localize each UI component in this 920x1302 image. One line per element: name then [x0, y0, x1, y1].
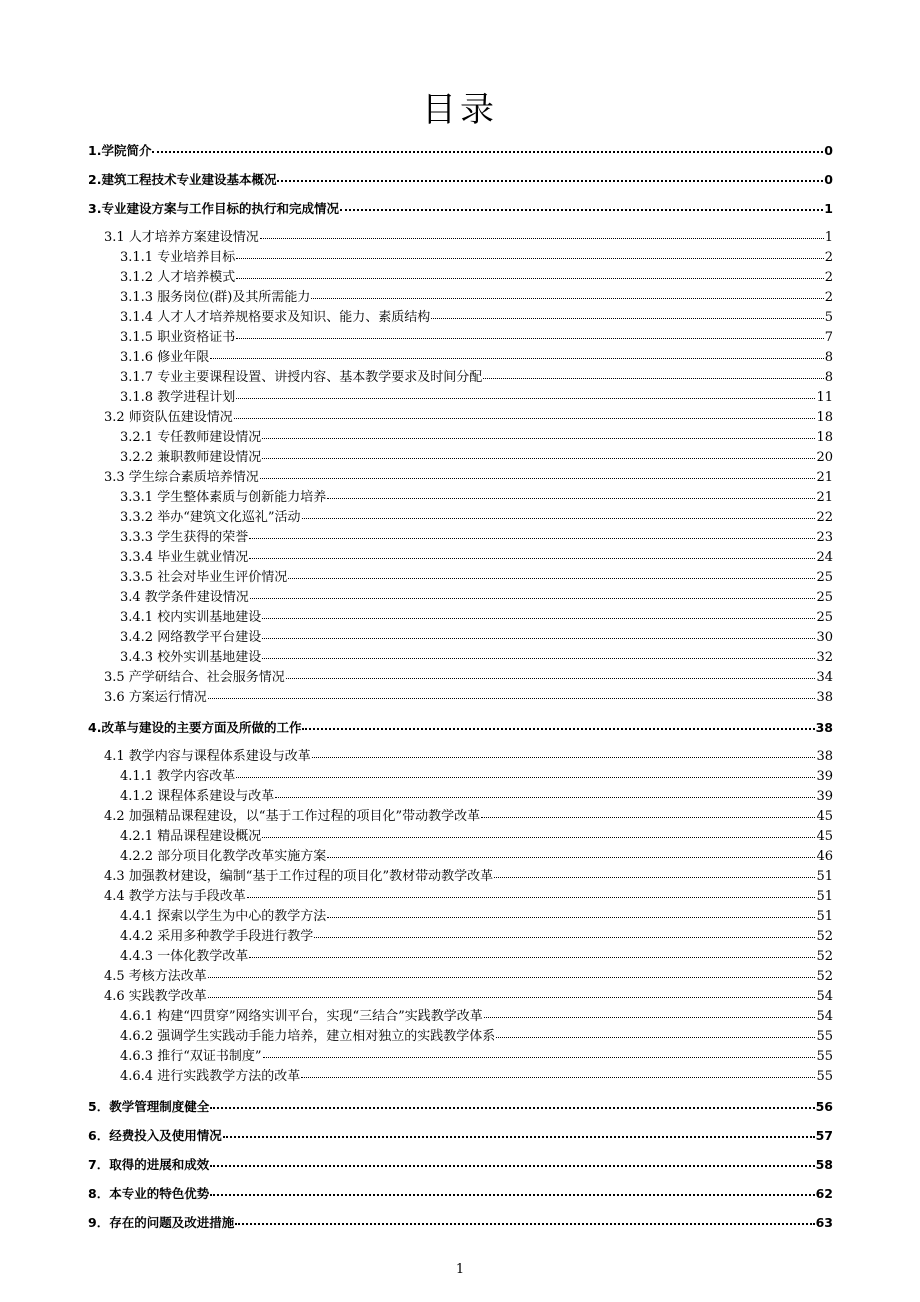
toc-entry-page: 2: [824, 270, 833, 285]
toc-entry[interactable]: [120, 348, 833, 368]
toc-leader-dots: [210, 1182, 814, 1196]
toc-entry-title: 2.建筑工程技术专业建设基本概况: [88, 172, 277, 187]
toc-entry[interactable]: [120, 947, 833, 967]
toc-entry-title: 3.2 师资队伍建设情况: [104, 410, 233, 425]
toc-leader-dots: [262, 646, 815, 659]
toc-entry-page: 51: [816, 889, 833, 904]
toc-leader-dots: [311, 286, 823, 299]
toc-leader-dots: [236, 765, 815, 778]
toc-entry-page: 38: [816, 690, 833, 705]
toc-entry-title: 3.1.3 服务岗位(群)及其所需能力: [120, 290, 311, 305]
toc-leader-dots: [235, 1211, 814, 1225]
toc-entry-page: 56: [815, 1099, 833, 1114]
toc-entry-page: 32: [816, 650, 833, 665]
toc-entry[interactable]: [120, 428, 833, 448]
toc-entry-title: 3.1.4 人才人才培养规格要求及知识、能力、素质结构: [120, 310, 431, 325]
toc-leader-dots: [249, 526, 815, 539]
toc-leader-dots: [327, 845, 815, 858]
toc-entry[interactable]: [120, 907, 833, 927]
toc-entry[interactable]: [88, 1155, 833, 1175]
toc-entry-page: 57: [815, 1128, 833, 1143]
toc-entry-title: 6．经费投入及使用情况: [88, 1128, 222, 1143]
toc-entry-title: 4.2.1 精品课程建设概况: [120, 829, 262, 844]
toc-entry-page: 1: [824, 201, 833, 216]
toc-entry-title: 5．教学管理制度健全: [88, 1099, 210, 1114]
toc-leader-dots: [302, 506, 816, 519]
toc-entry[interactable]: [120, 648, 833, 668]
toc-leader-dots: [327, 486, 815, 499]
toc-entry-title: 3.1.8 教学进程计划: [120, 390, 236, 405]
toc-entry-page: 55: [816, 1029, 833, 1044]
toc-entry[interactable]: [120, 1067, 833, 1087]
toc-entry-page: 21: [816, 490, 833, 505]
toc-entry-title: 4.4.3 一体化教学改革: [120, 949, 249, 964]
toc-entry[interactable]: [120, 608, 833, 628]
toc-entry[interactable]: [88, 199, 833, 219]
toc-leader-dots: [247, 885, 816, 898]
toc-entry-page: 25: [816, 570, 833, 585]
toc-leader-dots: [249, 546, 815, 559]
toc-entry-title: 4.6.4 进行实践教学方法的改革: [120, 1069, 301, 1084]
toc-entry[interactable]: [88, 718, 833, 738]
toc-entry[interactable]: [104, 688, 833, 708]
toc-leader-dots: [152, 139, 823, 153]
toc-entry-page: 23: [816, 530, 833, 545]
toc-leader-dots: [483, 366, 824, 379]
toc-leader-dots: [234, 406, 816, 419]
toc-leader-dots: [262, 606, 815, 619]
toc-entry-title: 4.4.1 探索以学生为中心的教学方法: [120, 909, 327, 924]
toc-entry-page: 55: [816, 1049, 833, 1064]
toc-entry-title: 3.1 人才培养方案建设情况: [104, 230, 259, 245]
toc-entry-page: 55: [816, 1069, 833, 1084]
toc-entry-page: 51: [816, 909, 833, 924]
toc-entry-page: 1: [824, 230, 833, 245]
toc-entry[interactable]: [88, 141, 833, 161]
toc-entry-title: 1.学院简介: [88, 143, 152, 158]
toc-entry[interactable]: [88, 170, 833, 190]
toc-leader-dots: [260, 466, 816, 479]
toc-entry-title: 3.6 方案运行情况: [104, 690, 207, 705]
toc-leader-dots: [236, 386, 815, 399]
toc-leader-dots: [302, 716, 814, 730]
toc-entry[interactable]: [104, 807, 833, 827]
toc-entry-title: 8．本专业的特色优势: [88, 1186, 210, 1201]
toc-leader-dots: [236, 246, 824, 259]
toc-leader-dots: [262, 426, 815, 439]
toc-entry-title: 3.2.1 专任教师建设情况: [120, 430, 262, 445]
toc-entry-page: 54: [816, 989, 833, 1004]
toc-entry-title: 3.4.2 网络教学平台建设: [120, 630, 262, 645]
toc-entry[interactable]: [120, 388, 833, 408]
toc-entry-page: 52: [816, 929, 833, 944]
toc-entry[interactable]: [120, 328, 833, 348]
toc-leader-dots: [327, 905, 815, 918]
toc-entry[interactable]: [120, 847, 833, 867]
toc-leader-dots: [210, 1095, 814, 1109]
toc-entry[interactable]: [120, 1027, 833, 1047]
toc-leader-dots: [250, 586, 816, 599]
toc-entry-title: 7．取得的进展和成效: [88, 1157, 210, 1172]
toc-entry-title: 3.1.7 专业主要课程设置、讲授内容、基本教学要求及时间分配: [120, 370, 483, 385]
toc-entry[interactable]: [120, 488, 833, 508]
toc-entry-page: 25: [816, 610, 833, 625]
toc-entry-page: 51: [816, 869, 833, 884]
toc-entry-page: 0: [824, 172, 833, 187]
toc-entry-title: 4.3 加强教材建设，编制“基于工作过程的项目化”教材带动教学改革: [104, 869, 494, 884]
toc-entry-page: 58: [815, 1157, 833, 1172]
toc-entry[interactable]: [88, 1126, 833, 1146]
toc-entry-title: 3.1.2 人才培养模式: [120, 270, 236, 285]
toc-entry-title: 3.3.4 毕业生就业情况: [120, 550, 249, 565]
toc-entry[interactable]: [104, 747, 833, 767]
toc-entry-title: 3.3.3 学生获得的荣誉: [120, 530, 249, 545]
toc-entry[interactable]: [120, 268, 833, 288]
toc-entry-page: 5: [824, 310, 833, 325]
toc-entry-title: 4.6.3 推行“双证书制度”: [120, 1049, 262, 1064]
toc-entry[interactable]: [104, 887, 833, 907]
toc-leader-dots: [494, 865, 815, 878]
toc-entry-page: 63: [815, 1215, 833, 1230]
toc-entry-page: 39: [816, 769, 833, 784]
toc-entry[interactable]: [120, 1007, 833, 1027]
toc-leader-dots: [208, 965, 816, 978]
toc-leader-dots: [288, 566, 815, 579]
toc-entry-page: 54: [816, 1009, 833, 1024]
toc-entry-page: 18: [816, 410, 833, 425]
toc-leader-dots: [262, 446, 815, 459]
toc-entry-title: 4.1.1 教学内容改革: [120, 769, 236, 784]
toc-entry-title: 3.4 教学条件建设情况: [120, 590, 249, 605]
toc-entry-title: 3.1.5 职业资格证书: [120, 330, 236, 345]
toc-entry-page: 22: [816, 510, 833, 525]
toc-entry-page: 25: [816, 590, 833, 605]
toc-entry-title: 4.改革与建设的主要方面及所做的工作: [88, 720, 302, 735]
toc-entry[interactable]: [120, 548, 833, 568]
toc-entry-page: 38: [815, 720, 833, 735]
toc-leader-dots: [277, 168, 823, 182]
toc-entry[interactable]: [120, 827, 833, 847]
toc-entry-page: 24: [816, 550, 833, 565]
toc-entry-title: 3.4.3 校外实训基地建设: [120, 650, 262, 665]
toc-entry-title: 4.4.2 采用多种教学手段进行教学: [120, 929, 314, 944]
toc-leader-dots: [249, 945, 815, 958]
toc-entry-page: 45: [816, 809, 833, 824]
toc-entry-title: 4.1.2 课程体系建设与改革: [120, 789, 275, 804]
toc-entry[interactable]: [120, 288, 833, 308]
toc-leader-dots: [275, 785, 815, 798]
toc-leader-dots: [236, 266, 824, 279]
toc-entry[interactable]: [120, 767, 833, 787]
toc-entry[interactable]: [104, 468, 833, 488]
toc-entry-page: 34: [816, 670, 833, 685]
toc-entry-page: 30: [816, 630, 833, 645]
toc-entry-title: 9．存在的问题及改进措施: [88, 1215, 235, 1230]
toc-entry[interactable]: [120, 308, 833, 328]
toc-entry-page: 20: [816, 450, 833, 465]
toc-entry-page: 18: [816, 430, 833, 445]
toc-entry-title: 3.3.1 学生整体素质与创新能力培养: [120, 490, 327, 505]
toc-entry-title: 4.1 教学内容与课程体系建设与改革: [104, 749, 311, 764]
toc-leader-dots: [312, 745, 816, 758]
toc-entry[interactable]: [120, 628, 833, 648]
toc-entry[interactable]: [120, 927, 833, 947]
toc-entry[interactable]: [88, 1213, 833, 1233]
toc-entry-title: 3.专业建设方案与工作目标的执行和完成情况: [88, 201, 339, 216]
toc-entry-page: 11: [816, 390, 833, 405]
toc-entry[interactable]: [88, 1184, 833, 1204]
toc-entry-title: 4.6.1 构建“四贯穿”网络实训平台，实现“三结合”实践教学改革: [120, 1009, 483, 1024]
toc-entry[interactable]: [104, 408, 833, 428]
toc-entry[interactable]: [120, 528, 833, 548]
toc-entry-title: 3.3 学生综合素质培养情况: [104, 470, 259, 485]
toc-entry-page: 45: [816, 829, 833, 844]
page-title: 目录: [422, 90, 498, 130]
toc-leader-dots: [223, 1124, 815, 1138]
toc-entry[interactable]: [120, 1047, 833, 1067]
toc-entry[interactable]: [104, 967, 833, 987]
toc-entry[interactable]: [120, 508, 833, 528]
toc-entry[interactable]: [120, 248, 833, 268]
toc-entry-page: 21: [816, 470, 833, 485]
toc-entry-page: 7: [824, 330, 833, 345]
toc-leader-dots: [262, 825, 815, 838]
toc-entry-page: 46: [816, 849, 833, 864]
toc-entry-title: 4.4 教学方法与手段改革: [104, 889, 246, 904]
toc-entry-page: 2: [824, 290, 833, 305]
toc-entry-title: 3.3.5 社会对毕业生评价情况: [120, 570, 288, 585]
toc-entry[interactable]: [104, 228, 833, 248]
toc-leader-dots: [263, 1045, 816, 1058]
page-number: 1: [455, 1262, 465, 1277]
toc-entry-title: 4.5 考核方法改革: [104, 969, 207, 984]
toc-entry[interactable]: [104, 867, 833, 887]
toc-entry-page: 39: [816, 789, 833, 804]
toc-entry[interactable]: [88, 1097, 833, 1117]
toc-leader-dots: [208, 686, 816, 699]
toc-entry-page: 8: [824, 350, 833, 365]
toc-entry-title: 3.5 产学研结合、社会服务情况: [104, 670, 285, 685]
toc-entry-page: 52: [816, 969, 833, 984]
toc-entry-title: 3.4.1 校内实训基地建设: [120, 610, 262, 625]
toc-entry-page: 0: [824, 143, 833, 158]
toc-entry[interactable]: [120, 568, 833, 588]
toc-leader-dots: [484, 1005, 816, 1018]
toc-entry-page: 2: [824, 250, 833, 265]
toc-entry[interactable]: [104, 668, 833, 688]
toc-leader-dots: [210, 346, 824, 359]
toc-entry-page: 8: [824, 370, 833, 385]
toc-entry[interactable]: [120, 448, 833, 468]
toc-entry-title: 3.1.1 专业培养目标: [120, 250, 236, 265]
toc-entry-title: 3.2.2 兼职教师建设情况: [120, 450, 262, 465]
toc-entry[interactable]: [120, 787, 833, 807]
toc-leader-dots: [236, 326, 824, 339]
toc-leader-dots: [340, 197, 823, 211]
toc-leader-dots: [208, 985, 816, 998]
toc-entry-page: 52: [816, 949, 833, 964]
toc-leader-dots: [481, 805, 815, 818]
toc-entry-title: 4.6 实践教学改革: [104, 989, 207, 1004]
toc-entry[interactable]: [120, 588, 833, 608]
toc-leader-dots: [301, 1065, 815, 1078]
toc-entry-title: 4.2.2 部分项目化教学改革实施方案: [120, 849, 327, 864]
toc-entry[interactable]: [120, 368, 833, 388]
toc-entry-page: 38: [816, 749, 833, 764]
toc-leader-dots: [262, 626, 815, 639]
toc-entry-title: 4.6.2 强调学生实践动手能力培养，建立相对独立的实践教学体系: [120, 1029, 496, 1044]
toc-leader-dots: [496, 1025, 815, 1038]
toc-entry-title: 4.2 加强精品课程建设，以“基于工作过程的项目化”带动教学改革: [104, 809, 481, 824]
toc-entry-title: 3.3.2 举办“建筑文化巡礼”活动: [120, 510, 301, 525]
toc-leader-dots: [210, 1153, 814, 1167]
toc-leader-dots: [314, 925, 815, 938]
toc-entry[interactable]: [104, 987, 833, 1007]
toc-leader-dots: [431, 306, 824, 319]
toc-entry-page: 62: [815, 1186, 833, 1201]
toc-leader-dots: [286, 666, 816, 679]
toc-leader-dots: [260, 226, 824, 239]
toc-entry-title: 3.1.6 修业年限: [120, 350, 210, 365]
